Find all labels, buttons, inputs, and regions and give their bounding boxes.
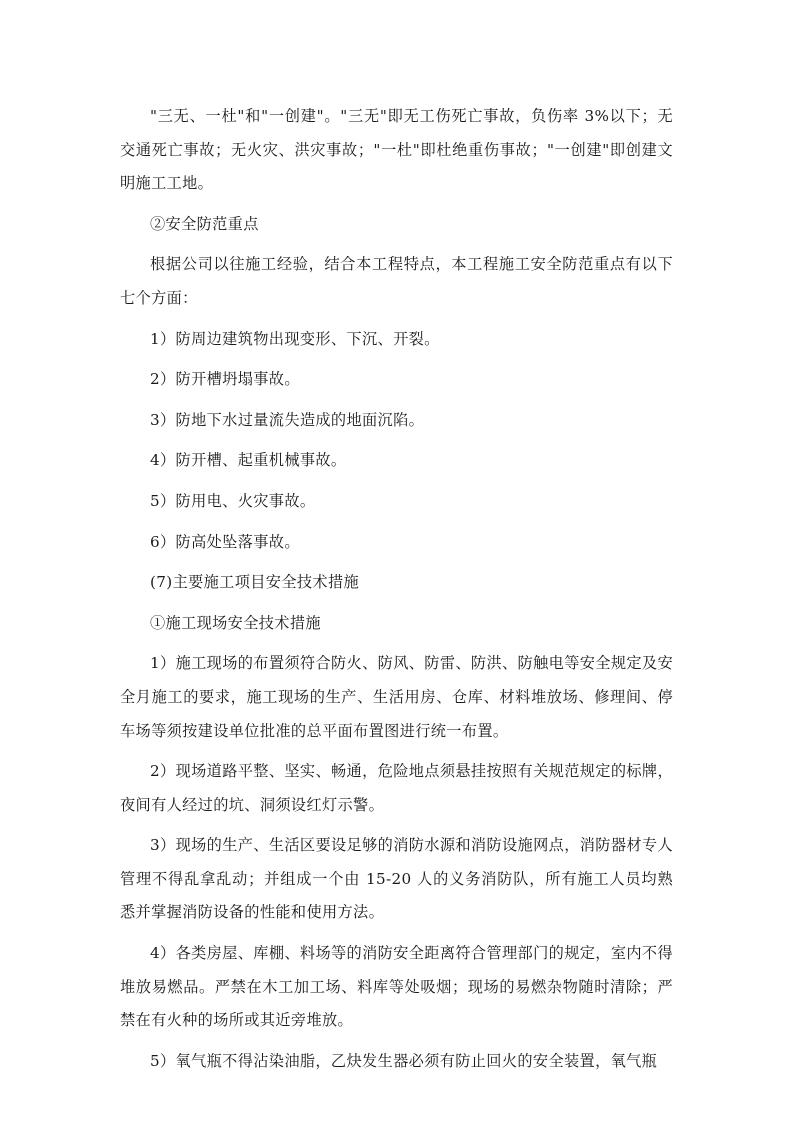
- section-heading-technical-measures: (7)主要施工项目安全技术措施: [150, 573, 360, 592]
- list-item: 4）防开槽、起重机械事故。: [150, 451, 347, 470]
- paragraph-safety-focus-intro: 根据公司以往施工经验，结合本工程特点，本工程施工安全防范重点有以下七个方面：: [120, 255, 673, 307]
- list-item: 4）各类房屋、库棚、料场等的消防安全距离符合管理部门的规定，室内不得堆放易燃品。严禁在木工加工场、料库等处吸烟；现场的易燃杂物随时清除；严禁在有火种的场所或其近旁堆放。: [120, 944, 673, 1030]
- list-item: 2）现场道路平整、坚实、畅通，危险地点须悬挂按照有关规范规定的标牌，夜间有人经过的坑、洞须设红灯示警。: [120, 762, 673, 814]
- list-item: 1）防周边建筑物出现变形、下沉、开裂。: [150, 329, 440, 348]
- subheading-safety-focus: ②安全防范重点: [150, 214, 259, 233]
- list-item: 2）防开槽坍塌事故。: [150, 370, 300, 389]
- subheading-site-measures: ①施工现场安全技术措施: [150, 613, 321, 632]
- list-item: 1）施工现场的布置须符合防火、防风、防雷、防洪、防触电等安全规定及安全月施工的要求，施工现场的生产、生活用房、仓库、材料堆放场、修理间、停车场等须按建设单位批准的总平面布置图进行统一布置。: [120, 654, 673, 740]
- list-item: 5）氧气瓶不得沾染油脂，乙炔发生器必须有防止回火的安全装置，氧气瓶: [150, 1051, 658, 1070]
- document-page: [120, 100, 673, 1085]
- list-item: 5）防用电、火灾事故。: [150, 491, 316, 510]
- list-item: 3）现场的生产、生活区要设足够的消防水源和消防设施网点，消防器材专人管理不得乱拿乱动；并组成一个由 15-20 人的义务消防队，所有施工人员均熟悉并掌握消防设备的性能和使用方法。: [120, 836, 673, 922]
- list-item: 6）防高处坠落事故。: [150, 532, 300, 551]
- paragraph-safety-goals: "三无、一杜"和"一创建"。"三无"即无工伤死亡事故，负伤率 3%以下；无交通死亡事故；无火灾、洪灾事故；"一杜"即杜绝重伤事故；"一创建"即创建文明施工工地。: [120, 107, 673, 193]
- list-item: 3）防地下水过量流失造成的地面沉陷。: [150, 410, 425, 429]
